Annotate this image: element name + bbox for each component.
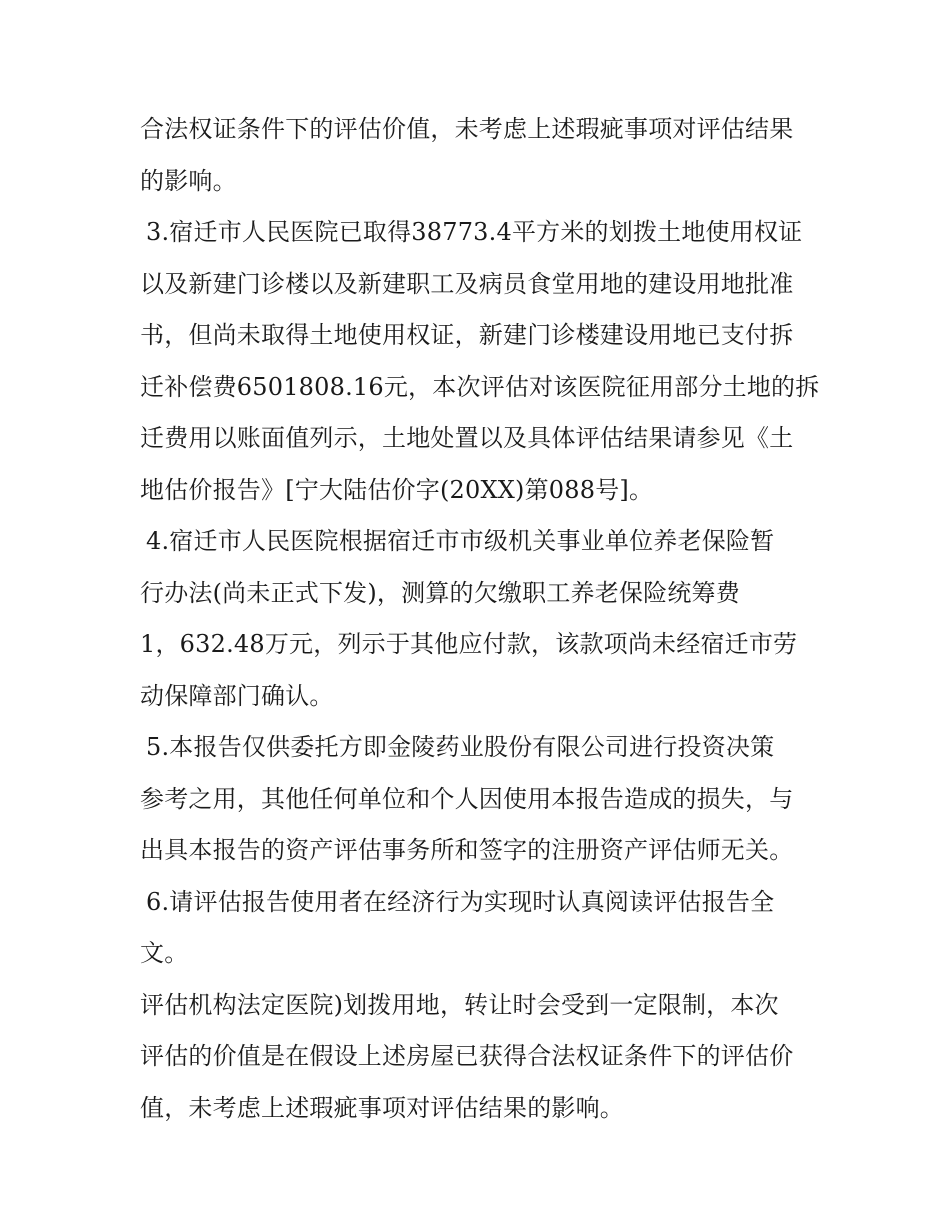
numbered-item-3: 3.宿迁市人民医院已取得38773.4平方米的划拨土地使用权证 <box>146 218 803 246</box>
text-line: 参考之用，其他任何单位和个人因使用本报告造成的损失，与 <box>140 784 794 813</box>
text-line: 评估机构法定医院)划拨用地，转让时会受到一定限制，本次 <box>140 990 779 1019</box>
body-text <box>140 104 820 1134</box>
numbered-item-4: 4.宿迁市人民医院根据宿迁市市级机关事业单位养老保险暂 <box>146 527 775 555</box>
text-line: 以及新建门诊楼以及新建职工及病员食堂用地的建设用地批准 <box>140 269 794 298</box>
text-line: 值，未考虑上述瑕疵事项对评估结果的影响。 <box>140 1093 624 1122</box>
text-line: 评估的价值是在假设上述房屋已获得合法权证条件下的评估价 <box>140 1042 794 1070</box>
numbered-item-5: 5.本报告仅供委托方即金陵药业股份有限公司进行投资决策 <box>146 733 775 761</box>
text-line: 的影响。 <box>140 166 237 195</box>
text-line: 动保障部门确认。 <box>140 681 334 710</box>
text-line: 1，632.48万元，列示于其他应付款，该款项尚未经宿迁市劳 <box>140 630 798 658</box>
numbered-item-6: 6.请评估报告使用者在经济行为实现时认真阅读评估报告全 <box>146 887 775 916</box>
text-line: 文。 <box>140 939 189 967</box>
text-line: 迁补偿费6501808.16元，本次评估对该医院征用部分土地的拆 <box>140 372 820 401</box>
text-line: 合法权证条件下的评估价值，未考虑上述瑕疵事项对评估结果 <box>140 115 794 143</box>
text-line: 地估价报告》[宁大陆估价字(20XX)第088号]。 <box>140 475 654 504</box>
text-line: 行办法(尚未正式下发)，测算的欠缴职工养老保险统筹费 <box>140 578 740 607</box>
text-line: 书，但尚未取得土地使用权证，新建门诊楼建设用地已支付拆 <box>140 321 794 349</box>
text-line: 出具本报告的资产评估事务所和签字的注册资产评估师无关。 <box>140 836 794 864</box>
text-line: 迁费用以账面值列示，土地处置以及具体评估结果请参见《土 <box>140 424 794 452</box>
